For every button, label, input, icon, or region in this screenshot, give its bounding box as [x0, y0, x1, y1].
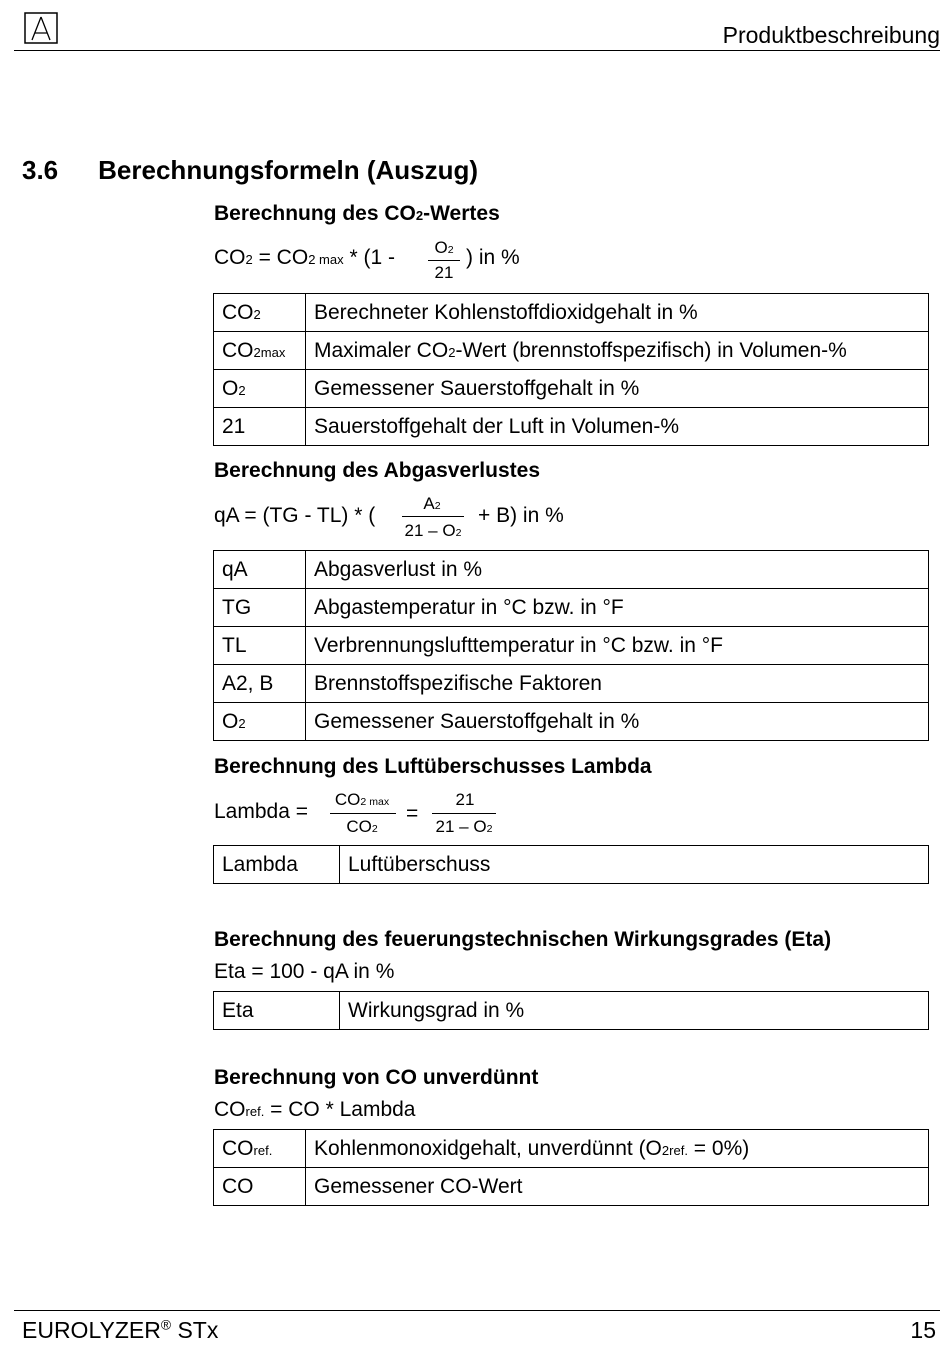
symbol-cell: CO2max [214, 332, 306, 370]
eta-heading: Berechnung des feuerungstechnischen Wirkungsgrades (Eta) [214, 928, 832, 951]
table-row [214, 627, 929, 665]
table-row [214, 294, 929, 332]
table-row [214, 665, 929, 703]
description-cell: Luftüberschuss [340, 846, 929, 884]
symbol-cell: TL [214, 627, 306, 665]
description-cell: Abgasverlust in % [306, 551, 929, 589]
description-cell: Berechneter Kohlenstoffdioxidgehalt in % [306, 294, 929, 332]
table-row [214, 1168, 929, 1206]
qa-definition-table [213, 550, 929, 741]
footer-page-number: 15 [910, 1317, 936, 1343]
description-cell: Maximaler CO2-Wert (brennstoffspezifisch) in Volumen-% [306, 332, 929, 370]
table-row [214, 332, 929, 370]
qa-formula: qA = (TG - TL) * ( [214, 504, 376, 527]
lambda-fraction2-bar [432, 813, 496, 814]
lambda-heading: Berechnung des Luftüberschusses Lambda [214, 755, 652, 778]
table-row [214, 370, 929, 408]
table-row [214, 1130, 929, 1168]
lambda-fraction1-denominator: CO2 [346, 817, 378, 836]
lambda-definition-table [213, 845, 929, 884]
coref-heading: Berechnung von CO unverdünnt [214, 1066, 539, 1089]
table-row [214, 992, 929, 1030]
co2-formula-end: ) in % [466, 246, 520, 269]
lambda-fraction2-denominator: 21 – O2 [435, 817, 493, 836]
co2-heading: Berechnung des CO2-Wertes [214, 202, 500, 225]
table-row [214, 589, 929, 627]
description-cell: Kohlenmonoxidgehalt, unverdünnt (O2ref. = 0%) [306, 1130, 929, 1168]
eta-formula: Eta = 100 - qA in % [214, 960, 395, 983]
section-number: 3.6 [22, 155, 59, 185]
co2-definition-table [213, 293, 929, 446]
qa-fraction-denominator: 21 – O2 [404, 521, 462, 540]
description-cell: Abgastemperatur in °C bzw. in °F [306, 589, 929, 627]
description-cell: Brennstoffspezifische Faktoren [306, 665, 929, 703]
symbol-cell: qA [214, 551, 306, 589]
lambda-fraction1-bar [330, 813, 396, 814]
qa-heading: Berechnung des Abgasverlustes [214, 459, 540, 482]
description-cell: Gemessener Sauerstoffgehalt in % [306, 370, 929, 408]
description-cell: Wirkungsgrad in % [340, 992, 929, 1030]
description-cell: Gemessener CO-Wert [306, 1168, 929, 1206]
description-cell: Sauerstoffgehalt der Luft in Volumen-% [306, 408, 929, 446]
table-row [214, 408, 929, 446]
co2-fraction-numerator: O2 [434, 238, 454, 257]
qa-fraction-numerator: A2 [423, 494, 441, 513]
section-title [22, 155, 478, 186]
coref-definition-table [213, 1129, 929, 1206]
symbol-cell: Eta [214, 992, 340, 1030]
symbol-cell: CO [214, 1168, 306, 1206]
symbol-cell: 21 [214, 408, 306, 446]
lambda-fraction1-numerator: CO2 max [334, 790, 390, 809]
eta-definition-table [213, 991, 929, 1030]
symbol-cell: CO2 [214, 294, 306, 332]
symbol-cell: O2 [214, 370, 306, 408]
footer-rule [14, 1310, 940, 1311]
symbol-cell: O2 [214, 703, 306, 741]
header-rule [14, 50, 940, 51]
co2-fraction-denominator: 21 [434, 263, 454, 282]
triangle-logo-icon [24, 12, 58, 44]
description-cell: Verbrennungslufttemperatur in °C bzw. in °F [306, 627, 929, 665]
table-row [214, 703, 929, 741]
table-row [214, 551, 929, 589]
lambda-fraction2-numerator: 21 [455, 790, 475, 809]
symbol-cell: COref. [214, 1130, 306, 1168]
footer-product-name: EUROLYZER® STx [22, 1317, 219, 1343]
symbol-cell: A2, B [214, 665, 306, 703]
symbol-cell: TG [214, 589, 306, 627]
coref-formula: COref. = CO * Lambda [214, 1098, 416, 1121]
description-cell: Gemessener Sauerstoffgehalt in % [306, 703, 929, 741]
lambda-formula: Lambda = [214, 800, 308, 823]
table-row [214, 846, 929, 884]
section-title-text: Berechnungsformeln (Auszug) [98, 155, 479, 185]
lambda-equals: = [406, 802, 419, 825]
qa-fraction-bar [402, 516, 464, 517]
qa-formula-end: + B) in % [478, 504, 564, 527]
symbol-cell: Lambda [214, 846, 340, 884]
co2-fraction-bar [428, 260, 460, 261]
co2-formula: CO2 = CO2 max * (1 - [214, 246, 395, 269]
header-section-name: Produktbeschreibung [722, 22, 940, 48]
